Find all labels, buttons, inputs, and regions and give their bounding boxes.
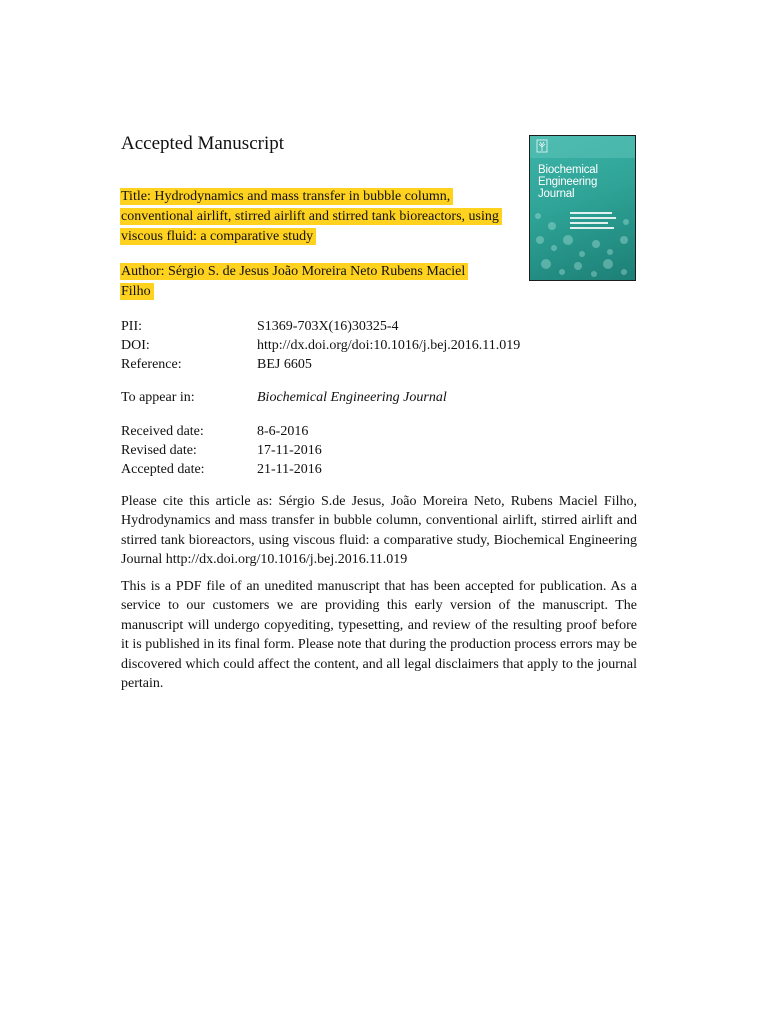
pii-row [121,317,520,336]
title-highlight: Title: Hydrodynamics and mass transfer in bubble column, conventional airlift, stirred airlift and stirred tank bioreactors, using viscous fluid: a comparative study [120,188,502,245]
pii-value: S1369-703X(16)30325-4 [257,319,399,334]
article-title [121,187,511,247]
article-authors [121,262,501,302]
citation-paragraph: Please cite this article as: Sérgio S.de Jesus, João Moreira Neto, Rubens Maciel Filho, Hydrodynamics and mass transfer in bubble column, conventional airlift, stirred airlift and stirred tank bioreactors, using viscous fluid: a comparative study, Biochemical Engineering Journal http://dx.doi.org/10.1016/j.bej.2016.11.019 [121,494,637,568]
journal-row [121,388,447,407]
accepted-row [121,460,322,479]
pii-label: PII: [121,319,142,334]
cover-journal-title: Biochemical Engineering Journal [538,164,598,200]
received-row [121,422,322,441]
doi-label: DOI: [121,338,150,353]
cover-artwork [530,136,636,281]
date-list [121,422,322,479]
doi-row [121,336,520,355]
accepted-date: 21-11-2016 [257,462,322,477]
disclaimer-paragraph: This is a PDF file of an unedited manuscript that has been accepted for publication. As a service to our customers we are providing this early version of the manuscript. The manuscript will undergo copyediting, typesetting, and review of the resulting proof before it is published in its final form. Please note that during the production process errors may be discovered which could affect the content, and all legal disclaimers that apply to the journal pertain. [121,579,637,692]
journal-cover [529,135,636,281]
appear-label: To appear in: [121,390,195,405]
received-date: 8-6-2016 [257,424,309,439]
reference-row [121,355,520,374]
doi-link[interactable]: http://dx.doi.org/doi:10.1016/j.bej.2016.11.019 [257,338,521,353]
author-highlight: Author: Sérgio S. de Jesus João Moreira Neto Rubens Maciel Filho [120,263,468,300]
revised-date: 17-11-2016 [257,443,322,458]
page-heading: Accepted Manuscript [121,133,285,154]
accepted-label: Accepted date: [121,462,205,477]
reference-value: BEJ 6605 [257,357,312,372]
journal-name: Biochemical Engineering Journal [257,390,447,405]
revised-label: Revised date: [121,443,197,458]
received-label: Received date: [121,424,204,439]
revised-row [121,441,322,460]
reference-label: Reference: [121,357,182,372]
identifier-list [121,317,520,374]
